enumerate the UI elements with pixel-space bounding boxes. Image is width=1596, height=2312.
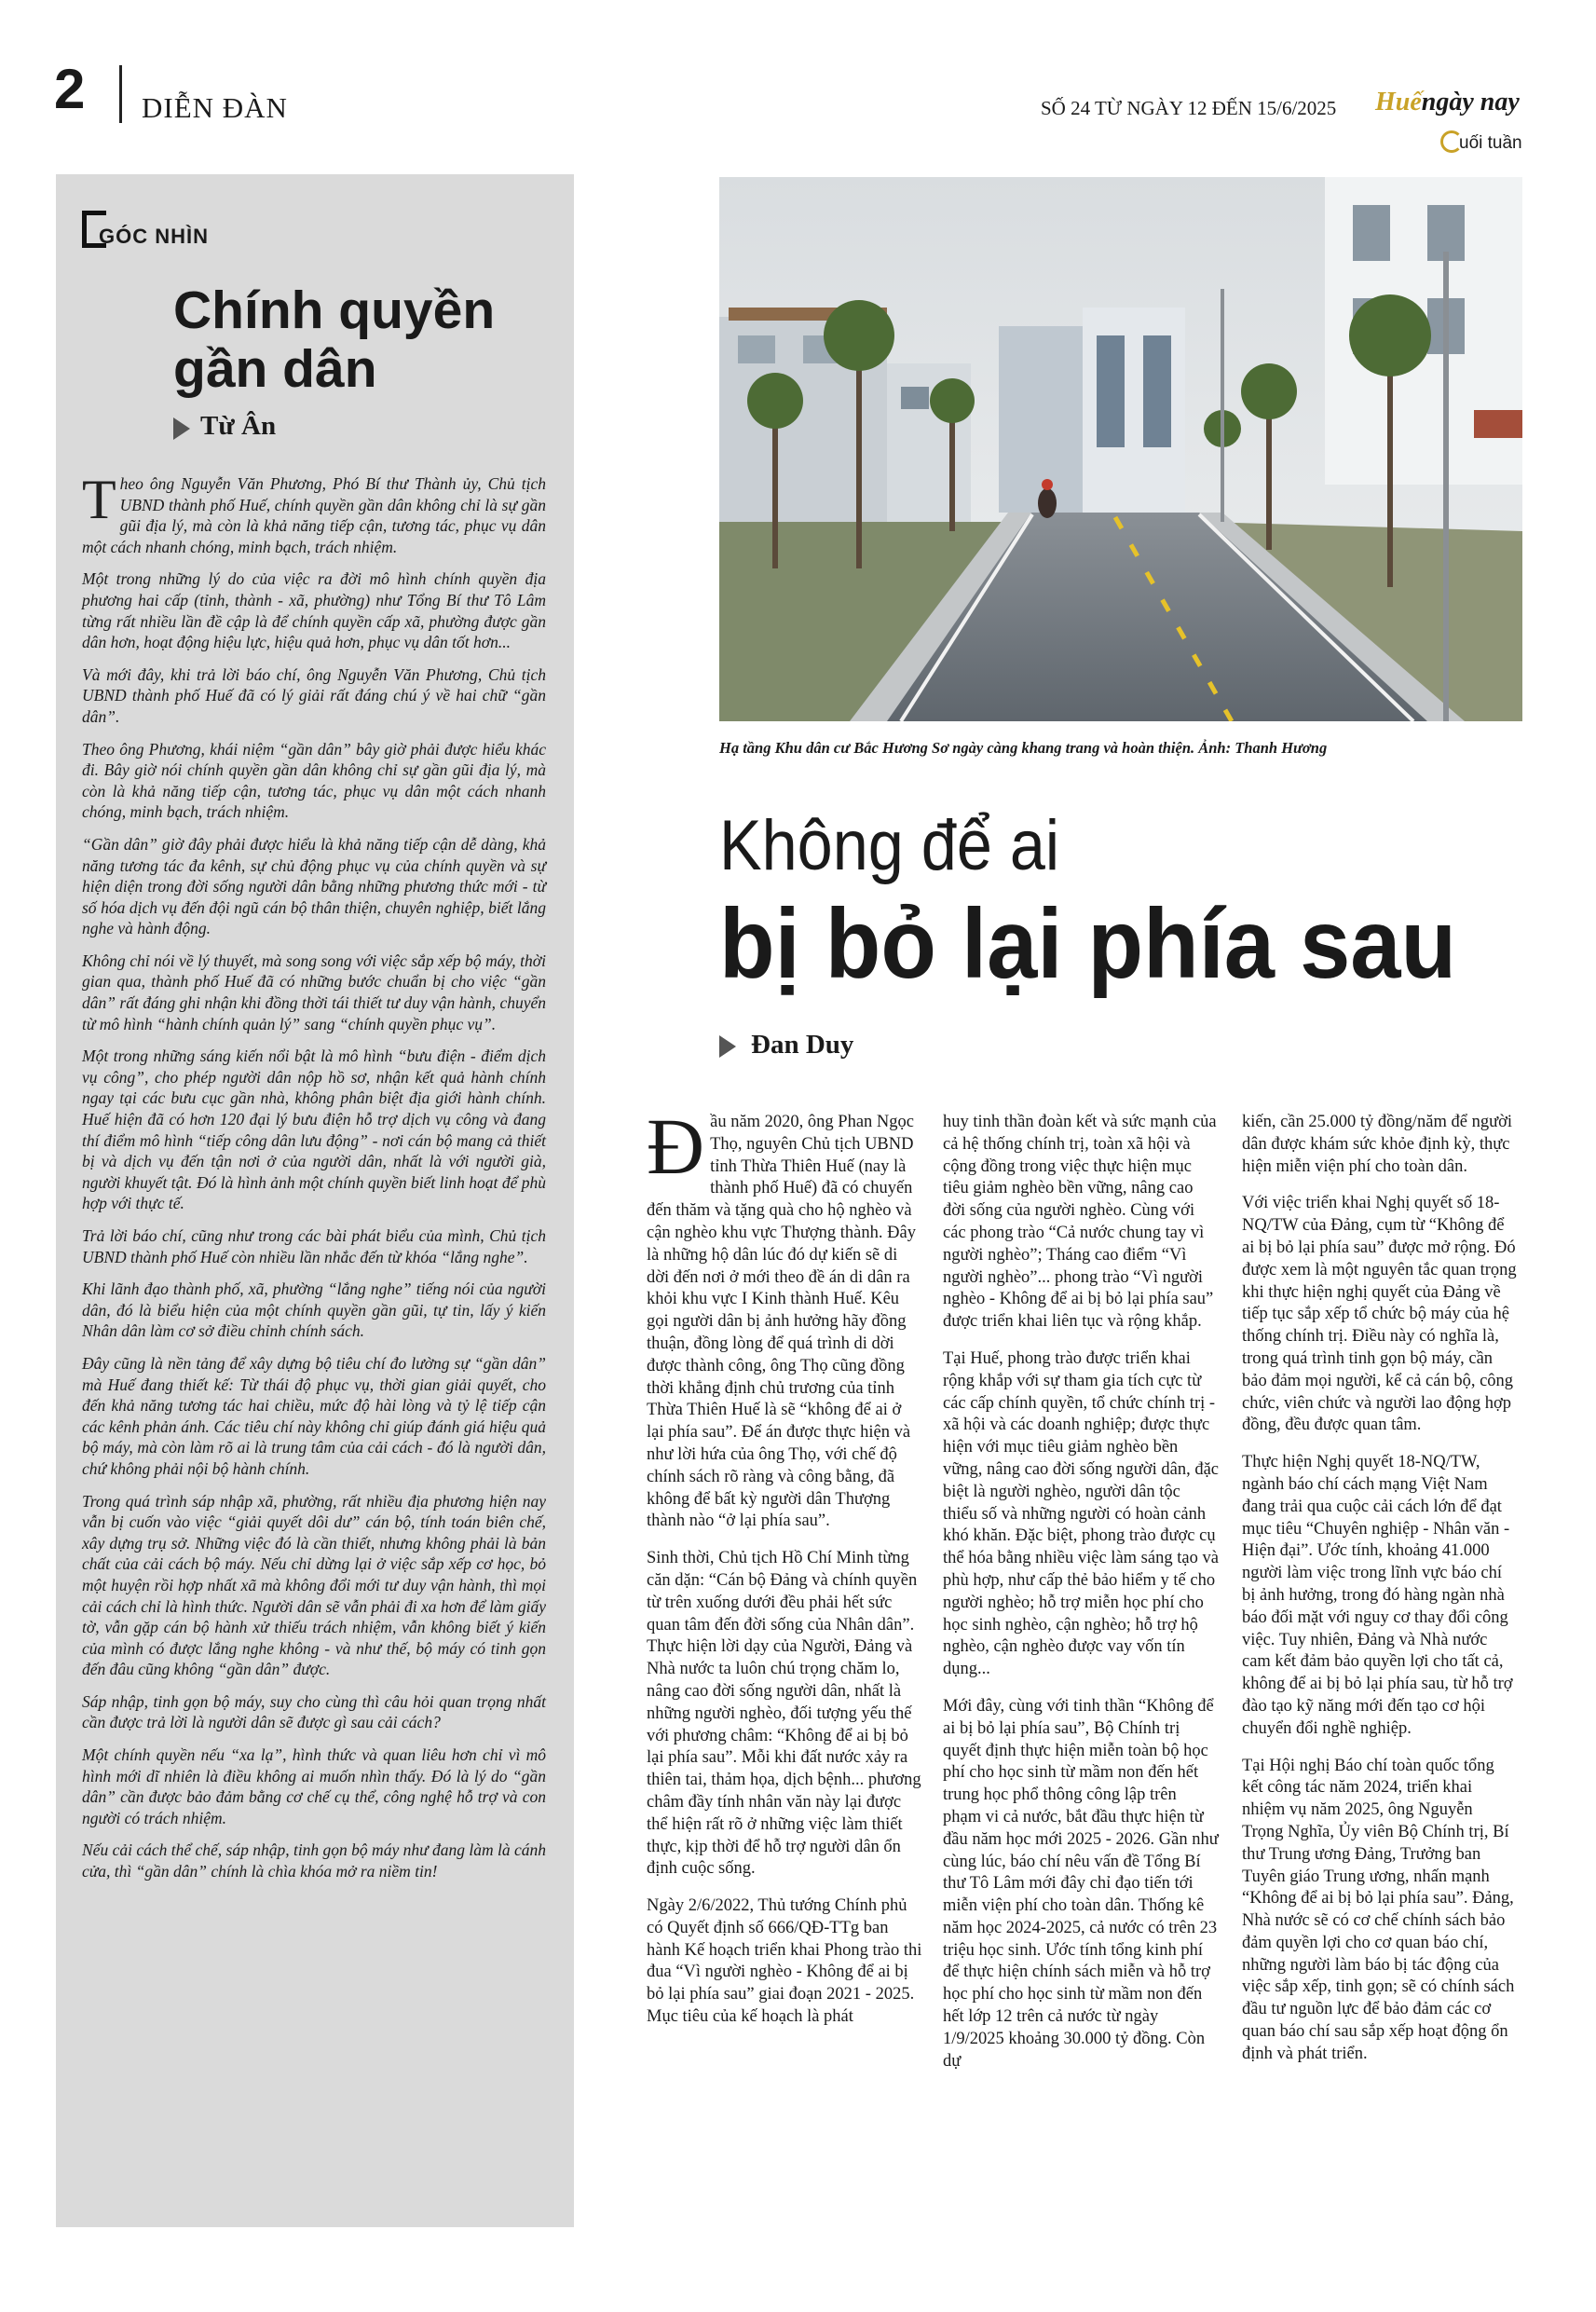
header-divider: [119, 65, 122, 123]
article-dropcap: Đ: [647, 1101, 705, 1191]
masthead-sub: [1440, 130, 1522, 153]
article-paragraph: Với việc triển khai Nghị quyết số 18-NQ/TW của Đảng, cụm từ “Không để ai bị bỏ lại phía sau” được mở rộng. Đó được xem là một nguyên tắc quan trọng khi thực hiện nghị quyết của Đảng về tiếp tục sắp xếp tổ chức bộ máy của hệ thống chính trị. Điều này có nghĩa là, trong quá trình tinh gọn bộ máy, cần bảo đảm mọi người, kể cả cán bộ, công chức, viên chức và người lao động hợp đồng, đều được quan tâm.: [1242, 1194, 1517, 1435]
sidebar-title: Chính quyền gần dân: [173, 280, 496, 399]
page-number: 2: [54, 58, 86, 120]
sidebar-paragraph: Một chính quyền nếu “xa lạ”, hình thức và quan liêu hơn chỉ vì mô hình mới dĩ nhiên là điều không ai muốn nhìn thấy. Đó là lý do “gần dân” cần được bảo đảm bằng cơ chế cụ thể, công nghệ hỗ trợ và con người có trách nhiệm.: [82, 1745, 546, 1827]
article-paragraph: Sinh thời, Chủ tịch Hồ Chí Minh từng căn dặn: “Cán bộ Đảng và chính quyền từ trên xuống dưới đều phải hết sức quan tâm đến đời sống của Nhân dân”. Thực hiện lời dạy của Người, Đảng và Nhà nước ta luôn chú trọng chăm lo, nâng cao đời sống người dân, nhất là những người nghèo, đối tượng yếu thế với phương châm: “Không để ai bị bỏ lại phía sau”. Mỗi khi đất nước xảy ra thiên tai, thảm họa, dịch bệnh... phương châm đầy tính nhân văn này lại được thể hiện rất rõ ở những việc làm thiết thực, kịp thời để hỗ trợ người dân ổn định cuộc sống.: [647, 1549, 921, 1879]
headline-line-1: Không để ai: [719, 806, 1060, 885]
sidebar-paragraph: Không chỉ nói về lý thuyết, mà song song với việc sắp xếp bộ máy, thời gian qua, thành phố Huế đã có những bước chuẩn bị cho việc “gần dân” rất đáng ghi nhận khi đồng thời tái thiết tư duy vận hành, chuyển từ mô hình “hành chính quản lý” sang “chính quyền phục vụ”.: [82, 951, 546, 1033]
masthead-suffix: ngày nay: [1421, 88, 1520, 116]
play-triangle-icon: [173, 417, 190, 440]
article-paragraph: Ngày 2/6/2022, Thủ tướng Chính phủ có Quyết định số 666/QĐ-TTg ban hành Kế hoạch triển khai Phong trào thi đua “Vì người nghèo - Không để ai bị bỏ lại phía sau” giai đoạn 2021 - 2025. Mục tiêu của kế hoạch là phát: [647, 1896, 922, 2027]
sidebar-paragraph: Trong quá trình sáp nhập xã, phường, rất nhiều địa phương hiện nay vẫn bị cuốn vào việc “giải quyết dôi dư” cán bộ, tính toán biên chế, xây dựng trụ sở. Những việc đó là cần thiết, nhưng không phải là bản chất của cải cách bộ máy. Nếu chỉ dừng lại ở việc sắp xếp cơ học, bỏ một huyện rồi hợp nhất xã mà không đổi mới tư duy vận hành, thì mọi cải cách chỉ là hình thức. Người dân sẽ vẫn phải đi xa hơn để làm giấy tờ, vẫn gặp cán bộ hành xử thiếu trách nhiệm, vẫn không biết ý kiến của mình có được lắng nghe không - và như thế, bộ máy có tinh gọn đến đâu cũng không “gần dân” được.: [82, 1491, 546, 1679]
sidebar-paragraph: Một trong những sáng kiến nổi bật là mô hình “bưu điện - điểm dịch vụ công”, cho phép người dân nộp hồ sơ, nhận kết quả hành chính ngay tại các bưu cục gần nhà, không phân biệt địa giới hành chính. Huế hiện đã có hơn 120 đại lý bưu điện hỗ trợ dịch vụ công và đang thí điểm mô hình “tiếp công dân lưu động” - nơi cán bộ mang cả thiết bị và dịch vụ đến tận nơi ở của người dân, nhất là với người già, người khuyết tật. Đó là hình ảnh một chính quyền biết linh hoạt để phù hợp với thực tế.: [82, 1047, 546, 1213]
sidebar-paragraph: Nếu cải cách thể chế, sáp nhập, tinh gọn bộ máy như đang làm là cánh cửa, thì “gần dân” chính là chìa khóa mở ra niềm tin!: [82, 1840, 547, 1881]
sidebar-author: Từ Ân: [200, 411, 277, 441]
street-photo: [719, 177, 1522, 721]
street-photo-illustration: [719, 177, 1522, 721]
play-triangle-icon: [719, 1035, 736, 1058]
article-paragraph: Mới đây, cùng với tinh thần “Không để ai bị bỏ lại phía sau”, Bộ Chính trị quyết định thực hiện miễn toàn bộ học phí cho học sinh từ mầm non đến hết trung học phổ thông công lập trên phạm vi cả nước, bắt đầu thực hiện từ đầu năm học mới 2025 - 2026. Gần như cùng lúc, báo chí nêu vấn đề Tổng Bí thư Tô Lâm mới đây chỉ đạo tiến tới miễn viện phí cho toàn dân. Thống kê năm học 2024-2025, cả nước có trên 23 triệu học sinh. Ước tính tổng kinh phí để thực hiện chính sách miễn và hỗ trợ học phí cho học sinh từ mầm non đến hết lớp 12 trên cả nước từ ngày 1/9/2025 khoảng 30.000 tỷ đồng. Còn dự: [943, 1696, 1219, 2071]
sidebar-paragraph: Một trong những lý do của việc ra đời mô hình chính quyền địa phương hai cấp (tỉnh, thành - xã, phường) như Tổng Bí thư Tô Lâm từng rất nhiều lần đề cập là để chính quyền cấp xã, phường được gần dân hơn, hoạt động hiệu lực, hiệu quả hơn, phục vụ dân tốt hơn...: [82, 569, 546, 652]
article-column-3: [1242, 1112, 1518, 2081]
masthead-sub-text: uối tuần: [1459, 133, 1522, 153]
sidebar-paragraph: Theo ông Nguyễn Văn Phương, Phó Bí thư Thành ủy, Chủ tịch UBND thành phố Huế, chính quyền gần dân không chỉ là sự gần gũi địa lý, mà còn là khả năng tiếp cận, tương tác, phục vụ dân một cách nhanh chóng, minh bạch, trách nhiệm.: [82, 469, 546, 556]
sidebar-paragraph: Đây cũng là nền tảng để xây dựng bộ tiêu chí đo lường sự “gần dân” mà Huế đang thiết kế: Từ thái độ phục vụ, thời gian giải quyết, cho đến khả năng tương tác hai chiều, mức độ hài lòng và tỷ lệ tiếp cận các kênh phản ánh. Các tiêu chí này không chỉ giúp đánh giá hiệu quả bộ máy, mà còn làm rõ ai là trung tâm của cải cách - đó là người dân, chứ không phải nội bộ hành chính.: [82, 1353, 546, 1478]
headline-line-2: bị bỏ lại phía sau: [719, 889, 1457, 999]
photo-caption: Hạ tầng Khu dân cư Bắc Hương Sơ ngày càng khang trang và hoàn thiện. Ảnh: Thanh Hương: [719, 739, 1328, 757]
sidebar-paragraph: Theo ông Phương, khái niệm “gần dân” bây giờ phải được hiểu khác đi. Bây giờ nói chính quyền gần dân không chỉ sự gần gũi địa lý, mà còn là khả năng tiếp cận, tương tác, phục vụ dân một cách nhanh chóng, minh bạch, trách nhiệm.: [82, 739, 546, 822]
sidebar-paragraph: “Gần dân” giờ đây phải được hiểu là khả năng tiếp cận dễ dàng, khả năng tương tác đa kênh, sự chủ động phục vụ của chính quyền và sự hiện diện trong đời sống người dân bằng những phương thức mới - từ số hóa dịch vụ đến đội ngũ cán bộ thân thiện, chuyên nghiệp, biết lắng nghe và hành động.: [82, 834, 546, 938]
sidebar-paragraph: Sáp nhập, tinh gọn bộ máy, suy cho cùng thì câu hỏi quan trọng nhất cần được trả lời là người dân sẽ được gì sau cải cách?: [82, 1691, 546, 1732]
sidebar-paragraph: Trả lời báo chí, cũng như trong các bài phát biểu của mình, Chủ tịch UBND thành phố Huế còn nhiều lần nhắc đến từ khóa “lắng nghe”.: [82, 1226, 546, 1266]
article-author: Đan Duy: [751, 1030, 854, 1060]
masthead-prefix: Huế: [1375, 88, 1422, 116]
article-paragraph: Thực hiện Nghị quyết 18-NQ/TW, ngành báo chí cách mạng Việt Nam đang trải qua cuộc cải cách lớn để đạt mục tiêu “Chuyên nghiệp - Nhân văn - Hiện đại”. Ước tính, khoảng 41.000 người làm việc trong lĩnh vực báo chí bị ảnh hưởng, trong đó hàng ngàn nhà báo đối mặt với nguy cơ thay đổi công việc. Tuy nhiên, Đảng và Nhà nước cam kết đảm bảo quyền lợi cho tất cả, không để ai bị bỏ lại phía sau, từ hỗ trợ đào tạo kỹ năng mới đến tạo cơ hội chuyển đổi nghề nghiệp.: [1242, 1453, 1513, 1738]
sidebar-paragraph: Và mới đây, khi trả lời báo chí, ông Nguyễn Văn Phương, Chủ tịch UBND thành phố Huế đã có lý giải rất đáng chú ý về hai chữ “gần dân”.: [82, 664, 546, 726]
section-name: DIỄN ĐÀN: [142, 91, 288, 124]
article-paragraph: huy tinh thần đoàn kết và sức mạnh của cả hệ thống chính trị, toàn xã hội và cộng đồng trong việc thực hiện mục tiêu giảm nghèo bền vững, nâng cao đời sống của người nghèo. Cùng với các phong trào “Cả nước chung tay vì người nghèo”; Tháng cao điểm “Vì người nghèo”... phong trào “Vì người nghèo - Không để ai bị bỏ lại phía sau” được triển khai liên tục và rộng khắp.: [943, 1113, 1217, 1332]
sidebar-dropcap: T: [82, 469, 116, 530]
masthead-logo: [1375, 89, 1520, 116]
sidebar-label: GÓC NHÌN: [99, 225, 209, 248]
article-paragraph: Tại Huế, phong trào được triển khai rộng khắp với sự tham gia tích cực từ các cấp chính quyền, tổ chức chính trị - xã hội và các doanh nghiệp; được thực hiện với mục tiêu giảm nghèo bền vững, nâng cao đời sống người dân, đặc biệt là người nghèo, người dân tộc thiểu số và những người có hoàn cảnh khó khăn. Đặc biệt, phong trào được cụ thể hóa bằng nhiều việc làm sáng tạo và phù hợp, như cấp thẻ bảo hiểm y tế cho người nghèo; hỗ trợ miễn học phí cho học sinh nghèo, cận nghèo; hỗ trợ hộ nghèo, cận nghèo được vay vốn tín dụng...: [943, 1348, 1219, 1679]
article-paragraph: Đầu năm 2020, ông Phan Ngọc Thọ, nguyên Chủ tịch UBND tỉnh Thừa Thiên Huế (nay là thành phố Huế) đã có chuyến đến thăm và tặng quà cho hộ nghèo và cận nghèo khu vực Thượng thành. Đây là những hộ dân lúc đó dự kiến sẽ di dời đến nơi ở mới theo đề án di dân ra khỏi khu vực I Kinh thành Huế. Kêu gọi người dân bị ảnh hưởng hãy đồng thuận, đồng lòng để quá trình di dời được thành công, ông Thọ cũng đồng thời khẳng định chủ trương của tỉnh Thừa Thiên Huế là sẽ “không để ai ở lại phía sau”. Để án được thực hiện và như lời hứa của ông Thọ, với chế độ chính sách rõ ràng và công bằng, đã không để bất kỳ người dân Thượng thành nào “ở lại phía sau”.: [647, 1101, 916, 1531]
sidebar-paragraph: Khi lãnh đạo thành phố, xã, phường “lắng nghe” tiếng nói của người dân, đó là biểu hiện của một chính quyền gần gũi, tự tin, lấy ý kiến Nhân dân làm cơ sở điều chỉnh chính sách.: [82, 1279, 546, 1341]
article-paragraph: kiến, cần 25.000 tỷ đồng/năm để người dân được khám sức khỏe định kỳ, thực hiện miễn viện phí cho toàn dân.: [1242, 1113, 1513, 1176]
article-column-1: [647, 1101, 922, 2044]
sidebar-body: [82, 469, 547, 1894]
issue-info: SỐ 24 TỪ NGÀY 12 ĐẾN 15/6/2025: [1041, 97, 1337, 119]
article-column-2: [943, 1112, 1219, 2087]
article-paragraph: Tại Hội nghị Báo chí toàn quốc tổng kết công tác năm 2024, triển khai nhiệm vụ năm 2025, ông Nguyễn Trọng Nghĩa, Ủy viên Bộ Chính trị, Bí thư Trung ương Đảng, Trưởng ban Tuyên giáo Trung ương, nhấn mạnh “Không để ai bị bỏ lại phía sau”. Đảng, Nhà nước sẽ có cơ chế chính sách bảo đảm quyền lợi cho cơ quan báo chí, những người làm báo bị tác động của việc sắp xếp, tinh gọn; sẽ có chính sách đầu tư nguồn lực để bảo đảm các cơ quan báo chí sau sắp xếp hoạt động ổn định và phát triển.: [1242, 1756, 1515, 2063]
